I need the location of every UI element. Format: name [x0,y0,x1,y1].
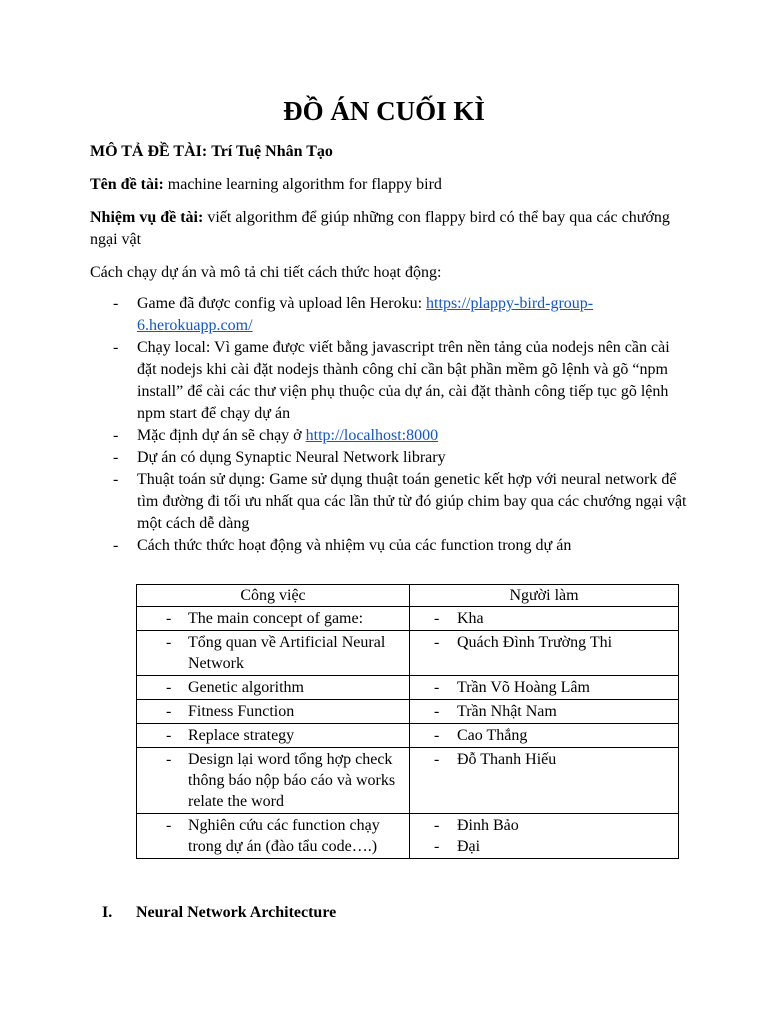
list-dash: - [113,427,119,444]
list-dash: - [434,679,440,696]
people-cell [410,724,679,748]
list-dash: - [434,727,440,744]
person-name: Trần Nhật Nam [457,703,557,720]
table-header-row [137,585,679,607]
list-dash: - [166,817,172,834]
list-item [410,632,678,653]
table-header-task: Công việc [137,585,410,607]
description-value: Trí Tuệ Nhân Tạo [211,143,333,160]
list-item [410,815,678,836]
cell-list [410,631,678,654]
task-cell [137,700,410,724]
people-cell [410,748,679,814]
table-row [137,724,679,748]
list-item [410,836,678,857]
person-name: Quách Đình Trường Thi [457,634,613,651]
list-dash: - [166,679,172,696]
task-text: Nghiên cứu các function chạy trong dự án (đào tẩu code….) [188,817,380,855]
cell-list [410,607,678,630]
section-heading [102,902,336,924]
bullet-text: Chạy local: Vì game được viết bằng javascript trên nền tảng của nodejs nên cần cài đặt nodejs khi cài đặt nodejs thành công chỉ cần bật phần mềm gõ lệnh và gõ “npm install” để cài các thư viện phụ thuộc của dự án, cài đặt thành công tiếp tục gõ lệnh npm start để chạy dự án [137,339,670,422]
list-item [137,608,409,629]
table-body [137,607,679,859]
cell-list [410,748,678,771]
localhost-link[interactable]: http://localhost:8000 [305,427,439,444]
bullet-text: Dự án có dụng Synaptic Neural Network library [137,449,446,466]
list-item [137,677,409,698]
list-dash: - [166,751,172,768]
table-row [137,748,679,814]
people-cell [410,814,679,859]
task-assignment-table [136,584,679,859]
list-dash: - [434,610,440,627]
person-name: Đại [457,838,481,855]
list-item [410,701,678,722]
bullet-text: Mặc định dự án sẽ chạy ở [137,427,306,444]
cell-list [137,724,409,747]
list-item [90,337,688,425]
task-cell [137,724,410,748]
topic-value: machine learning algorithm for flappy bird [167,176,442,193]
task-label: Nhiệm vụ đề tài: [90,209,204,226]
description-line [90,141,688,163]
person-name: Trần Võ Hoàng Lâm [457,679,590,696]
list-dash: - [113,339,119,356]
list-item [90,469,688,535]
task-text: Fitness Function [188,703,295,720]
list-item [90,447,688,469]
task-cell [137,676,410,700]
task-line [90,207,688,251]
person-name: Đinh Bảo [457,817,519,834]
cell-list [137,748,409,813]
people-cell [410,700,679,724]
person-name: Cao Thắng [457,727,528,744]
table-row [137,814,679,859]
bullet-text: Cách thức thức hoạt động và nhiệm vụ của các function trong dự án [137,537,572,554]
person-name: Đỗ Thanh Hiếu [457,751,557,768]
cell-list [137,814,409,858]
list-dash: - [113,471,119,488]
cell-list [137,676,409,699]
document-title: ĐỒ ÁN CUỐI KÌ [283,96,485,126]
task-text: Genetic algorithm [188,679,304,696]
task-cell [137,748,410,814]
cell-list [410,724,678,747]
task-cell [137,814,410,859]
table-row [137,631,679,676]
topic-label: Tên đề tài: [90,176,164,193]
intro-line: Cách chạy dự án và mô tả chi tiết cách thức hoạt động: [90,264,442,281]
bullet-text: Game đã được config và upload lên Heroku: [137,295,427,312]
cell-list [410,814,678,858]
list-dash: - [434,817,440,834]
list-dash: - [166,634,172,651]
list-item [137,815,409,857]
list-item [137,701,409,722]
list-dash: - [113,449,119,466]
task-cell [137,607,410,631]
section-title: Neural Network Architecture [136,904,337,921]
people-cell [410,631,679,676]
list-dash: - [166,610,172,627]
cell-list [137,631,409,675]
people-cell [410,676,679,700]
list-item [90,535,688,557]
list-dash: - [434,751,440,768]
people-cell [410,607,679,631]
list-item [410,725,678,746]
list-dash: - [113,295,119,312]
topic-line [90,174,688,196]
list-item [90,425,688,447]
table-row [137,700,679,724]
description-label: MÔ TẢ ĐỀ TÀI: [90,143,208,160]
table-row [137,676,679,700]
list-dash: - [434,838,440,855]
list-dash: - [434,634,440,651]
table-header-people: Người làm [410,585,679,607]
section-number: I. [102,904,113,921]
instructions-list [90,293,688,557]
task-text: Tổng quan về Artificial Neural Network [188,634,386,672]
cell-list [410,676,678,699]
cell-list [137,700,409,723]
bullet-text: Thuật toán sử dụng: Game sử dụng thuật toán genetic kết hợp với neural network để tìm đường đi tối ưu nhất qua các lần thử từ đó giúp chim bay qua các chướng ngại vật một cách dễ dàng [137,471,687,532]
list-item [410,677,678,698]
person-name: Kha [457,610,484,627]
list-item [137,725,409,746]
task-text: Replace strategy [188,727,295,744]
list-item [137,749,409,812]
list-dash: - [434,703,440,720]
list-item [137,632,409,674]
cell-list [410,700,678,723]
list-item [410,749,678,770]
list-item [90,293,688,337]
heroku-link[interactable]: https://plappy-bird-group-6.herokuapp.com/ [137,295,594,334]
cell-list [137,607,409,630]
task-cell [137,631,410,676]
list-dash: - [166,703,172,720]
task-text: Design lại word tổng hợp check thông báo nộp báo cáo và works relate the word [188,751,396,810]
task-text: The main concept of game: [188,610,364,627]
task-value: viết algorithm để giúp những con flappy bird có thể bay qua các chướng ngại vật [90,209,670,248]
list-dash: - [166,727,172,744]
list-item [410,608,678,629]
list-dash: - [113,537,119,554]
table-row [137,607,679,631]
